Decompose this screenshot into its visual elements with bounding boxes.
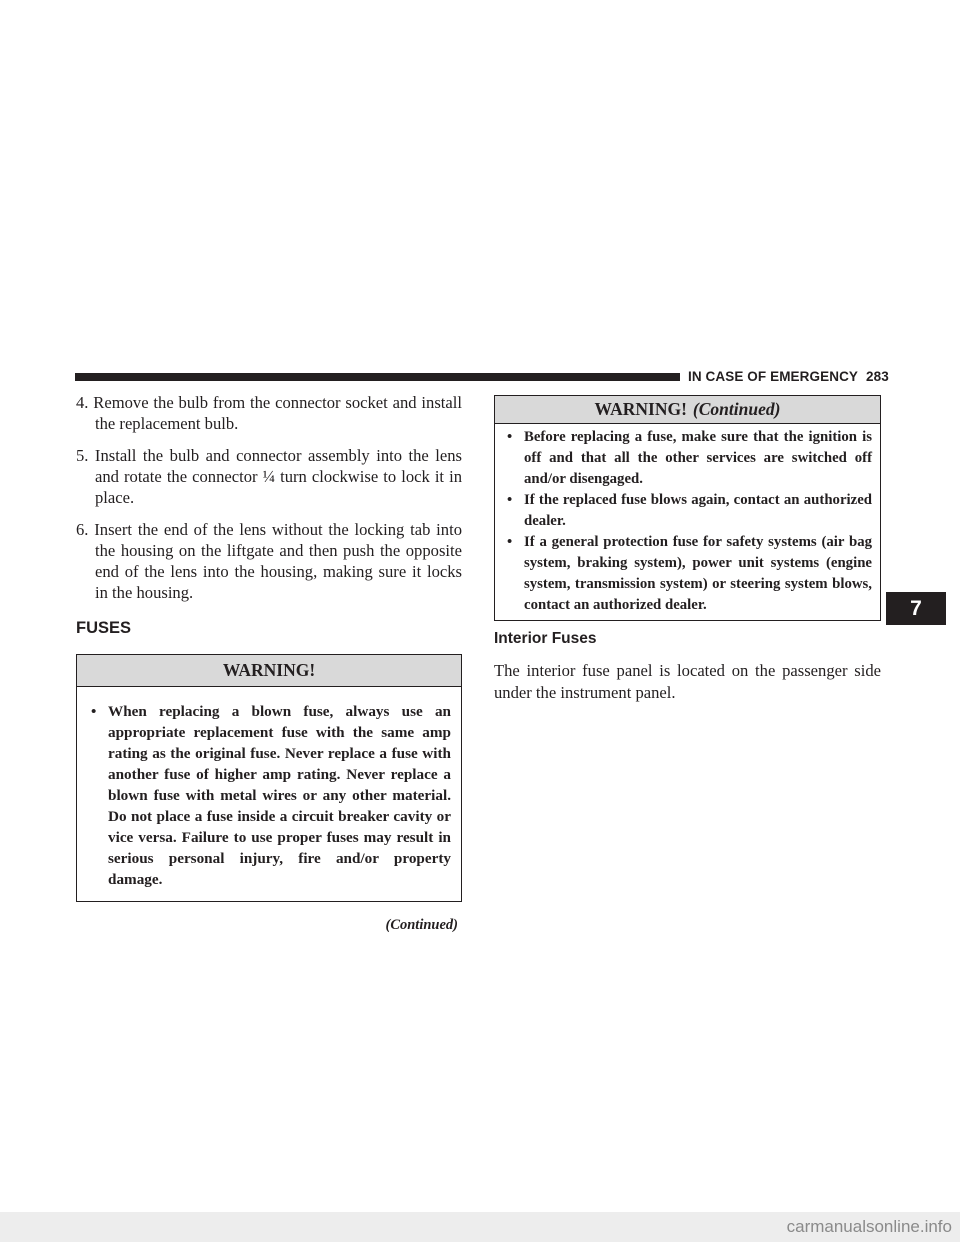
watermark: carmanualsonline.info bbox=[0, 1212, 960, 1242]
warning-item bbox=[503, 490, 872, 532]
warning-box bbox=[76, 654, 462, 902]
warning-title-text: WARNING! bbox=[222, 660, 316, 680]
bullet-icon: • bbox=[91, 703, 97, 720]
warning-item bbox=[503, 532, 872, 616]
interior-fuses-paragraph: The interior fuse panel is located on the passenger side under the instrument panel. bbox=[494, 661, 881, 702]
continued-note: (Continued) bbox=[385, 917, 458, 933]
section-heading-fuses: FUSES bbox=[76, 619, 132, 637]
running-header bbox=[688, 369, 889, 384]
step-6: 6. Insert the end of the lens without the locking tab into the housing on the liftgate and then push the opposite end of the lens into the housing, making sure it locks in the housing. bbox=[76, 520, 462, 602]
chapter-tab: 7 bbox=[886, 592, 946, 625]
header-rule bbox=[75, 373, 680, 381]
warning-item-text: Before replacing a fuse, make sure that the ignition is off and that all the other services are switched off and/or disengaged. bbox=[524, 429, 872, 487]
step-4: 4. Remove the bulb from the connector socket and install the replacement bulb. bbox=[76, 393, 462, 433]
sub-heading-interior-fuses: Interior Fuses bbox=[494, 630, 597, 647]
warning-item bbox=[503, 427, 872, 490]
warning-title bbox=[495, 396, 880, 424]
warning-item-text: If the replaced fuse blows again, contact an authorized dealer. bbox=[524, 492, 872, 529]
warning-item-text: When replacing a blown fuse, always use an appropriate replacement fuse with the same amp rating as the original fuse. Never replace a fuse with another fuse of higher amp rating. Never replace a blown fuse with metal wires or any other material. Do not place a fuse inside a circuit breaker cavity or vice versa. Failure to use proper fuses may result in serious personal injury, fire and/or property damage. bbox=[108, 703, 451, 888]
warning-item-text: If a general protection fuse for safety systems (air bag system, braking system), power unit systems (engine system, transmission system) or steering system blows, contact an authorized dealer. bbox=[524, 534, 872, 613]
warning-title bbox=[77, 655, 461, 687]
warning-body bbox=[495, 424, 880, 620]
warning-body bbox=[77, 687, 461, 901]
bullet-icon: • bbox=[507, 534, 513, 550]
warning-item bbox=[87, 701, 451, 890]
page-number: 283 bbox=[866, 369, 889, 384]
step-5: 5. Install the bulb and connector assembly into the lens and rotate the connector ¼ turn clockwise to lock it in place. bbox=[76, 446, 462, 507]
warning-box-continued bbox=[494, 395, 881, 621]
left-column bbox=[76, 392, 462, 934]
bullet-icon: • bbox=[507, 429, 513, 445]
bullet-icon: • bbox=[507, 492, 513, 508]
warning-title-text: WARNING! bbox=[594, 399, 687, 419]
header-title: IN CASE OF EMERGENCY bbox=[688, 369, 859, 384]
right-column bbox=[494, 395, 881, 704]
warning-title-continued: (Continued) bbox=[692, 399, 781, 419]
